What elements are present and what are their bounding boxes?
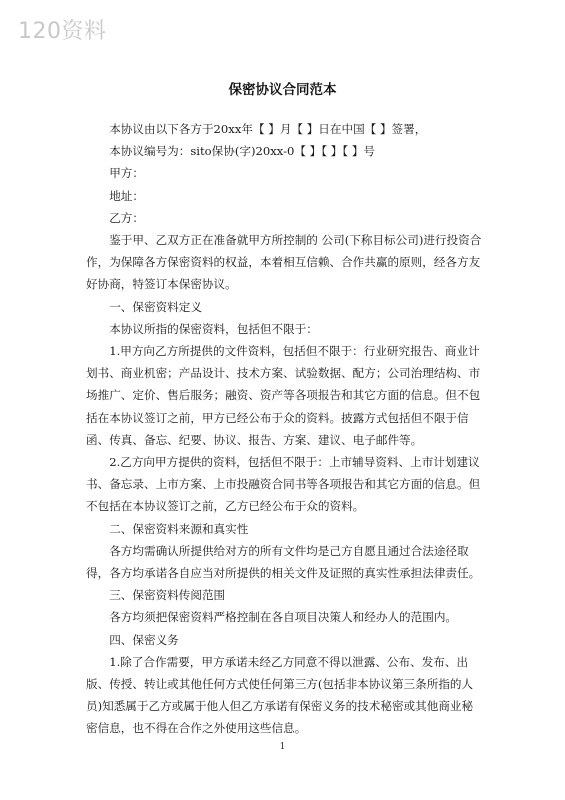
definition-clause-2: 2.乙方向甲方提供的资料，包括但不限于：上市辅导资料、上市计划建议书、备忘录、上市方案、上市投融资合同书等各项报告和其它方面的信息。但不包括在本协议签订之前，乙方已经公布于众的资料。 — [86, 455, 481, 514]
document-body — [86, 118, 482, 740]
section-heading-definition: 一、保密资料定义 — [109, 299, 202, 314]
definition-clause-1: 1.甲方向乙方所提供的文件资料，包括但不限于：行业研究报告、商业计划书、商业机密；产品设计、技术方案、试验数据、配方；公司治理结构、市场推广、定价、售后服务；融资、资产等各项报告和其它方面的信息。但不包括在本协议签订之前，甲方已经公布于众的资料。披露方式包括但不限于信函、传真、备忘、纪要、协议、报告、方案、建议、电子邮件等。 — [86, 344, 481, 447]
intro-sign-line: 本协议由以下各方于20xx年【 】月【 】日在中国【 】签署， — [109, 122, 427, 136]
source-paragraph: 各方均需确认所提供给对方的所有文件均是己方自愿且通过合法途径取得，各方均承诺各自应当对所提供的相关文件及证照的真实性承担法律责任。 — [86, 543, 481, 581]
section-heading-obligation: 四、保密义务 — [109, 632, 179, 647]
section-heading-source: 二、保密资料来源和真实性 — [109, 521, 249, 536]
address-line: 地址： — [109, 188, 144, 203]
definition-intro: 本协议所指的保密资料，包括但不限于： — [109, 321, 318, 336]
obligation-clause-1: 1.除了合作需要，甲方承诺未经乙方同意不得以泄露、公布、发布、出版、传授、转让或其他任何方式使任何第三方(包括非本协议第三条所指的人员)知悉属于乙方或属于他人但乙方承诺有保密义务的技术秘密或其他商业秘密信息，也不得在合作之外使用这些信息。 — [86, 654, 474, 736]
party-a-line: 甲方： — [109, 166, 144, 181]
watermark-logo: 120资料 — [18, 19, 107, 44]
preamble-paragraph: 鉴于甲、乙双方正在准备就甲方所控制的 公司(下称目标公司)进行投资合作，为保障各方保密资料的权益，本着相互信赖、合作共赢的原则，经各方友好协商，特签订本保密协议。 — [86, 233, 482, 292]
party-b-line: 乙方： — [109, 210, 144, 225]
agreement-number-line: 本协议编号为：sito保协(字)20xx-0【 】【 】【 】号 — [109, 144, 376, 159]
scope-paragraph: 各方均须把保密资料严格控制在各自项目决策人和经办人的范围内。 — [109, 610, 458, 625]
section-heading-scope: 三、保密资料传阅范围 — [109, 588, 226, 603]
document-title: 保密协议合同范本 — [228, 82, 337, 98]
page-number: 1 — [279, 742, 286, 752]
